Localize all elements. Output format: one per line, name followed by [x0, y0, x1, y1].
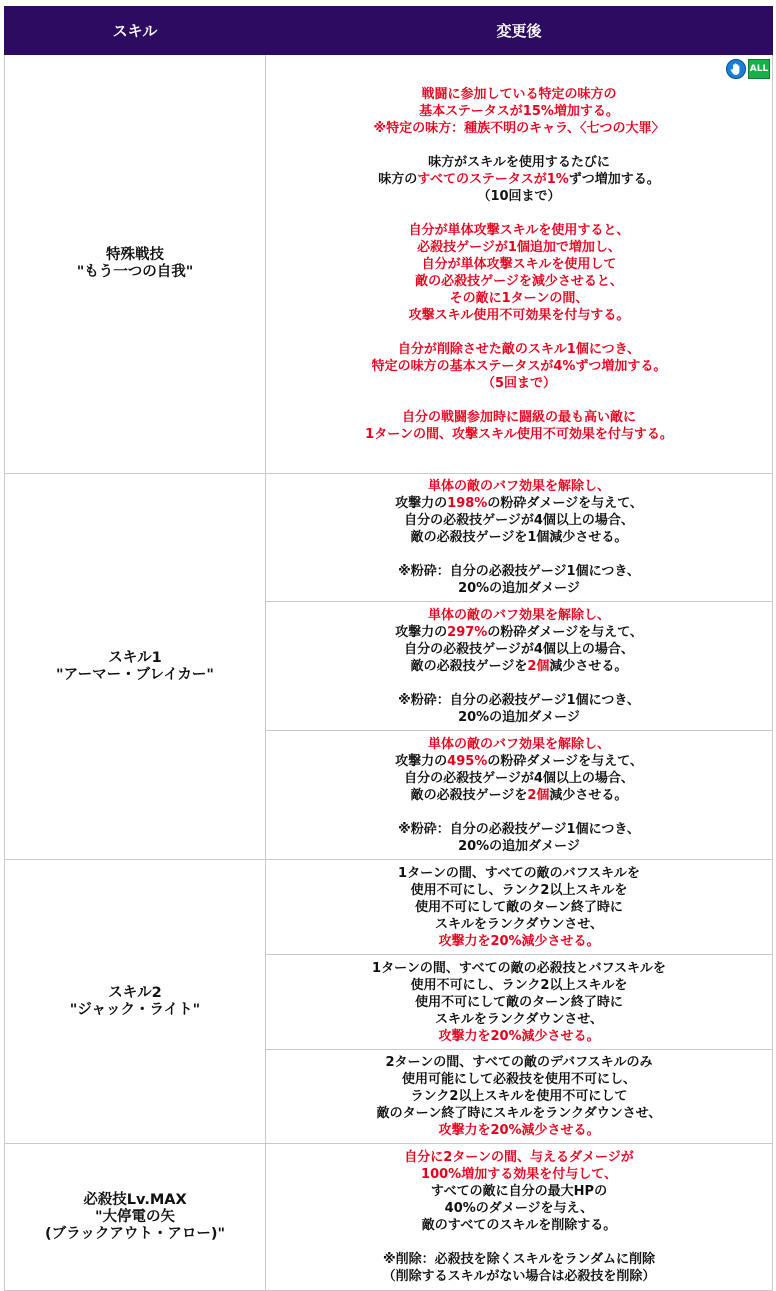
description-text: （削除するスキルがない場合は必殺技を削除） — [382, 1269, 656, 1284]
description-text: ランク2以上スキルを使用不可にして — [410, 1089, 628, 1104]
description-line — [268, 273, 770, 290]
description-line — [268, 933, 770, 950]
highlight-text: 攻撃スキル使用不可効果を付与する。 — [408, 307, 630, 323]
description-line — [268, 120, 770, 137]
highlight-text: 2個 — [527, 787, 550, 803]
description-line — [268, 1105, 770, 1122]
table-body — [5, 55, 773, 1291]
hand-icon — [726, 59, 746, 79]
description-text: 攻撃力の — [395, 624, 448, 640]
description-line — [268, 1011, 770, 1028]
highlight-text: 敵の必殺技ゲージを減少させると、 — [415, 273, 623, 289]
skill-name-line: スキル2 — [108, 984, 162, 1001]
description-text: 敵のすべてのスキルを削除する。 — [421, 1218, 617, 1233]
skill-name-line: "もう一つの自我" — [76, 264, 194, 280]
description-text: 使用不可にし、ランク2以上スキルを — [410, 977, 628, 993]
skill-name-line: 特殊戦技 — [106, 247, 164, 263]
description-line — [268, 736, 770, 753]
description-text: 自分の必殺技ゲージが4個以上の場合、 — [404, 770, 634, 786]
description-line — [268, 86, 770, 103]
description-text: 使用不可にして敵のターン終了時に — [415, 899, 623, 915]
description-line — [268, 916, 770, 933]
description-line — [268, 358, 770, 375]
description-line — [268, 546, 770, 563]
highlight-text: 198% — [447, 496, 488, 511]
description-line — [268, 222, 770, 239]
description-line — [268, 103, 770, 120]
highlight-text: 基本ステータスが15%増加する。 — [419, 103, 619, 119]
description-line — [268, 137, 770, 154]
description-line — [268, 580, 770, 597]
highlight-text: 自分が削除させた敵のスキル1個につき、 — [397, 341, 641, 357]
skill-name-cell — [5, 55, 266, 474]
description-line — [268, 1054, 770, 1071]
skill-name-line: "大停電の矢 — [94, 1208, 176, 1225]
description-line — [268, 341, 770, 358]
skill-description-cell — [266, 955, 773, 1050]
highlight-text: その敵に1ターンの間、 — [449, 290, 589, 306]
description-line — [268, 1122, 770, 1139]
highlight-text: 攻撃力を20%減少させる。 — [438, 1028, 600, 1044]
highlight-text: 自分が単体攻撃スキルを使用すると、 — [408, 222, 630, 238]
description-line — [268, 1183, 770, 1200]
description-line — [268, 977, 770, 994]
description-line — [268, 290, 770, 307]
description-line — [268, 709, 770, 726]
description-text: 敵の必殺技ゲージを — [410, 787, 528, 803]
description-text: スキルをランクダウンさせ、 — [435, 1011, 603, 1027]
skill-description-cell — [266, 1144, 773, 1291]
description-text: 20%の追加ダメージ — [458, 709, 580, 725]
skill-name-line: (ブラックアウト・アロー)" — [44, 1225, 226, 1242]
description-line — [268, 624, 770, 641]
table-row — [5, 474, 773, 602]
description-text: 1ターンの間、すべての敵の必殺技とバフスキルを — [372, 960, 666, 976]
skill-description-cell — [266, 731, 773, 860]
description-line — [268, 1217, 770, 1234]
description-line — [268, 512, 770, 529]
description-text: の粉砕ダメージを与えて、 — [487, 753, 643, 769]
description-line — [268, 375, 770, 392]
description-text: の粉砕ダメージを与えて、 — [487, 624, 643, 640]
highlight-text: 単体の敵のバフ効果を解除し、 — [427, 479, 610, 494]
highlight-text: 攻撃力を20%減少させる。 — [438, 933, 600, 949]
description-line — [268, 307, 770, 324]
highlight-text: 単体の敵のバフ効果を解除し、 — [427, 736, 610, 752]
target-badges — [726, 59, 770, 79]
description-text: 使用可能にして必殺技を使用不可にし、 — [401, 1072, 636, 1087]
highlight-text: 戦闘に参加している特定の味方の — [421, 86, 617, 102]
description-text: 味方の — [378, 171, 418, 187]
description-text: 20%の追加ダメージ — [458, 838, 580, 854]
description-line — [268, 205, 770, 222]
highlight-text: 100%増加する効果を付与して、 — [421, 1167, 617, 1182]
description-line — [268, 1200, 770, 1217]
description-line — [268, 392, 770, 409]
description-text: 減少させる。 — [549, 658, 628, 674]
description-line — [268, 154, 770, 171]
description-text: 敵のターン終了時にスキルをランクダウンさせ、 — [376, 1106, 662, 1121]
description-text: 敵の必殺技ゲージを — [410, 658, 528, 674]
skill-name-line: スキル1 — [108, 649, 162, 666]
highlight-text: 1ターンの間、攻撃スキル使用不可効果を付与する。 — [365, 426, 673, 442]
table-row — [5, 1144, 773, 1291]
description-text: 減少させる。 — [549, 787, 628, 803]
description-text: 味方がスキルを使用するたびに — [428, 154, 610, 170]
description-text: すべての敵に自分の最大HPの — [430, 1184, 608, 1199]
description-line — [268, 256, 770, 273]
description-line — [268, 1088, 770, 1105]
description-line — [268, 188, 770, 205]
header-skill: スキル — [5, 7, 266, 55]
skill-name-cell — [5, 474, 266, 860]
description-line — [268, 821, 770, 838]
highlight-text: （5回まで） — [481, 375, 557, 391]
description-line — [268, 865, 770, 882]
highlight-text: 495% — [447, 753, 488, 769]
description-line — [268, 804, 770, 821]
description-line — [268, 171, 770, 188]
table-row — [5, 55, 773, 474]
description-text: ずつ増加する。 — [568, 171, 660, 187]
description-line — [268, 692, 770, 709]
skill-name-line: "ジャック・ライト" — [69, 1001, 201, 1018]
highlight-text: 297% — [447, 624, 488, 640]
header-after-change: 変更後 — [266, 7, 773, 55]
skill-name-line: 必殺技Lv.MAX — [83, 1191, 187, 1208]
highlight-text: 必殺技ゲージが1個追加で増加し、 — [417, 239, 621, 255]
description-text: 40%のダメージを与え、 — [444, 1201, 594, 1216]
all-badge: ALL — [748, 59, 770, 79]
description-text: ※粉砕：自分の必殺技ゲージ1個につき、 — [398, 692, 640, 708]
highlight-text: すべてのステータスが1% — [417, 171, 569, 187]
description-line — [268, 1028, 770, 1045]
description-line — [268, 1149, 770, 1166]
description-line — [268, 478, 770, 495]
description-line — [268, 426, 770, 443]
description-line — [268, 753, 770, 770]
description-text: 使用不可にして敵のターン終了時に — [415, 994, 623, 1010]
description-line — [268, 324, 770, 341]
description-text: 20%の追加ダメージ — [458, 581, 580, 596]
skill-name-cell — [5, 1144, 266, 1291]
highlight-text: 自分に2ターンの間、与えるダメージが — [404, 1150, 634, 1165]
description-line — [268, 563, 770, 580]
description-line — [268, 838, 770, 855]
skill-table — [4, 6, 773, 1291]
highlight-text: 自分の戦闘参加時に闘級の最も高い敵に — [401, 409, 636, 425]
description-line — [268, 994, 770, 1011]
description-text: ※粉砕：自分の必殺技ゲージ1個につき、 — [398, 564, 640, 579]
highlight-text: 特定の味方の基本ステータスが4%ずつ増加する。 — [371, 358, 667, 374]
description-line — [268, 882, 770, 899]
description-text: 敵の必殺技ゲージを1個減少させる。 — [410, 530, 628, 545]
highlight-text: 単体の敵のバフ効果を解除し、 — [427, 607, 610, 623]
description-text: 使用不可にし、ランク2以上スキルを — [410, 882, 628, 898]
skill-description-cell — [266, 1050, 773, 1144]
description-text: 2ターンの間、すべての敵のデバフスキルのみ — [385, 1055, 653, 1070]
description-line — [268, 770, 770, 787]
skill-description-cell — [266, 602, 773, 731]
description-line — [268, 675, 770, 692]
description-line — [268, 1071, 770, 1088]
description-line — [268, 409, 770, 426]
table-row — [5, 860, 773, 955]
table-header-row — [5, 7, 773, 55]
skill-name-line: "アーマー・ブレイカー" — [56, 666, 214, 683]
description-text: 自分の必殺技ゲージが4個以上の場合、 — [404, 513, 634, 528]
skill-name-cell — [5, 860, 266, 1144]
description-line — [268, 899, 770, 916]
description-line — [268, 529, 770, 546]
description-line — [268, 495, 770, 512]
highlight-text: 自分が単体攻撃スキルを使用して — [421, 256, 617, 272]
description-line — [268, 641, 770, 658]
description-line — [268, 960, 770, 977]
highlight-text: ※特定の味方：種族不明のキャラ、〈七つの大罪〉 — [373, 120, 665, 136]
skill-description-cell — [266, 55, 773, 474]
description-line — [268, 658, 770, 675]
skill-description-cell — [266, 474, 773, 602]
description-line — [268, 1234, 770, 1251]
description-text: 自分の必殺技ゲージが4個以上の場合、 — [404, 641, 634, 657]
description-text: （10回まで） — [477, 188, 561, 204]
description-text: ※削除：必殺技を除くスキルをランダムに削除 — [383, 1252, 655, 1267]
description-text: 攻撃力の — [395, 753, 448, 769]
skill-description-cell — [266, 860, 773, 955]
description-line — [268, 1268, 770, 1285]
highlight-text: 攻撃力を20%減少させる。 — [438, 1123, 600, 1138]
description-line — [268, 1166, 770, 1183]
description-text: 1ターンの間、すべての敵のバフスキルを — [398, 865, 640, 881]
description-text: スキルをランクダウンさせ、 — [435, 916, 603, 932]
highlight-text: 2個 — [527, 658, 550, 674]
description-text: 攻撃力の — [395, 496, 448, 511]
description-line — [268, 1251, 770, 1268]
description-line — [268, 239, 770, 256]
description-text: ※粉砕：自分の必殺技ゲージ1個につき、 — [398, 821, 640, 837]
description-line — [268, 787, 770, 804]
description-line — [268, 607, 770, 624]
description-text: の粉砕ダメージを与えて、 — [487, 496, 643, 511]
